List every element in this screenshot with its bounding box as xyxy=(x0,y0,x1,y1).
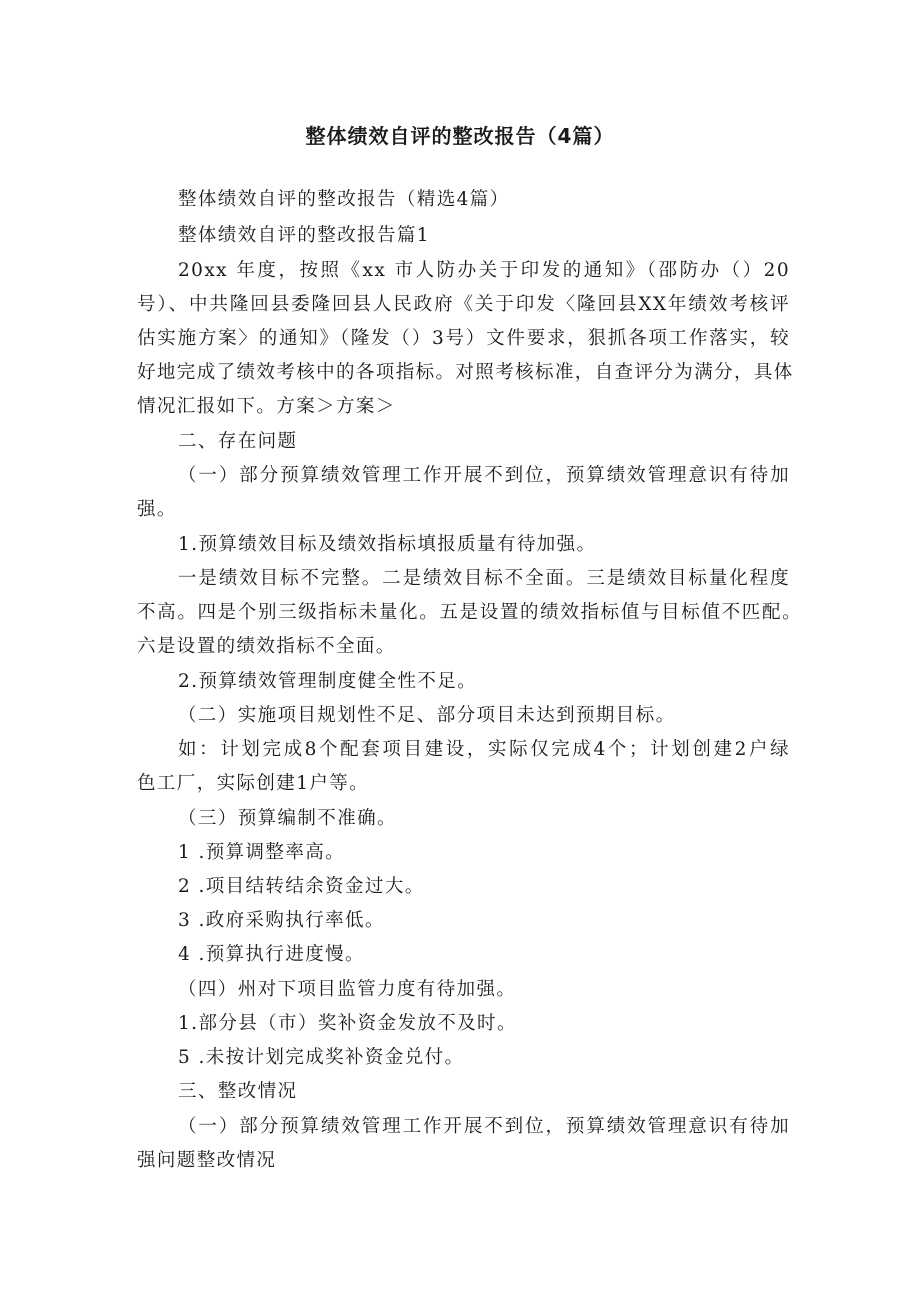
paragraph-line: 强问题整改情况 xyxy=(137,1150,277,1171)
section-heading: （四）州对下项目监管力度有待加强。 xyxy=(178,979,517,1000)
section-heading: 二、存在问题 xyxy=(178,431,298,452)
list-item: 2.预算绩效管理制度健全性不足。 xyxy=(178,671,478,692)
list-item: 2 .项目结转结余资金过大。 xyxy=(178,876,425,897)
paragraph-line: 一是绩效目标不完整。二是绩效目标不全面。三是绩效目标量化程度 xyxy=(178,568,790,589)
paragraph-line: （一）部分预算绩效管理工作开展不到位，预算绩效管理意识有待加 xyxy=(178,465,790,486)
paragraph-line: 好地完成了绩效考核中的各项指标。对照考核标准，自查评分为满分，具体 xyxy=(137,362,794,383)
paragraph-line: 20xx 年度，按照《xx 市人防办关于印发的通知》（邵防办（）20 xyxy=(178,260,790,281)
paragraph-line: 号）、中共隆回县委隆回县人民政府《关于印发〈隆回县XX年绩效考核评 xyxy=(137,294,790,315)
list-item: 1.预算绩效目标及绩效指标填报质量有待加强。 xyxy=(178,534,597,555)
list-item: 5 .未按计划完成奖补资金兑付。 xyxy=(178,1047,465,1068)
document-title: 整体绩效自评的整改报告（4篇） xyxy=(305,124,615,148)
section-heading: （二）实施项目规划性不足、部分项目未达到预期目标。 xyxy=(178,705,676,726)
subtitle-line: 整体绩效自评的整改报告（精选4篇） xyxy=(178,189,510,210)
section-heading: 三、整改情况 xyxy=(178,1081,298,1102)
paragraph-line: 不高。四是个别三级指标未量化。五是设置的绩效指标值与目标值不匹配。 xyxy=(137,602,802,623)
paragraph-line: 情况汇报如下。方案＞方案＞ xyxy=(137,396,396,417)
list-item: 1 .预算调整率高。 xyxy=(178,842,346,863)
paragraph-line: 色工厂，实际创建1户等。 xyxy=(137,773,370,794)
paragraph-line: 估实施方案〉的通知》（隆发（）3号）文件要求，狠抓各项工作落实，较 xyxy=(137,328,790,349)
paragraph-line: 如：计划完成8个配套项目建设，实际仅完成4个；计划创建2户绿 xyxy=(178,739,790,760)
list-item: 1.部分县（市）奖补资金发放不及时。 xyxy=(178,1013,517,1034)
paragraph-line: （一）部分预算绩效管理工作开展不到位，预算绩效管理意识有待加 xyxy=(178,1116,790,1137)
paragraph-line: 六是设置的绩效指标不全面。 xyxy=(137,636,396,657)
section-heading: 整体绩效自评的整改报告篇1 xyxy=(178,225,430,246)
list-item: 4 .预算执行进度慢。 xyxy=(178,944,365,965)
paragraph-line: 强。 xyxy=(137,499,177,520)
section-heading: （三）预算编制不准确。 xyxy=(178,808,397,829)
list-item: 3 .政府采购执行率低。 xyxy=(178,910,385,931)
